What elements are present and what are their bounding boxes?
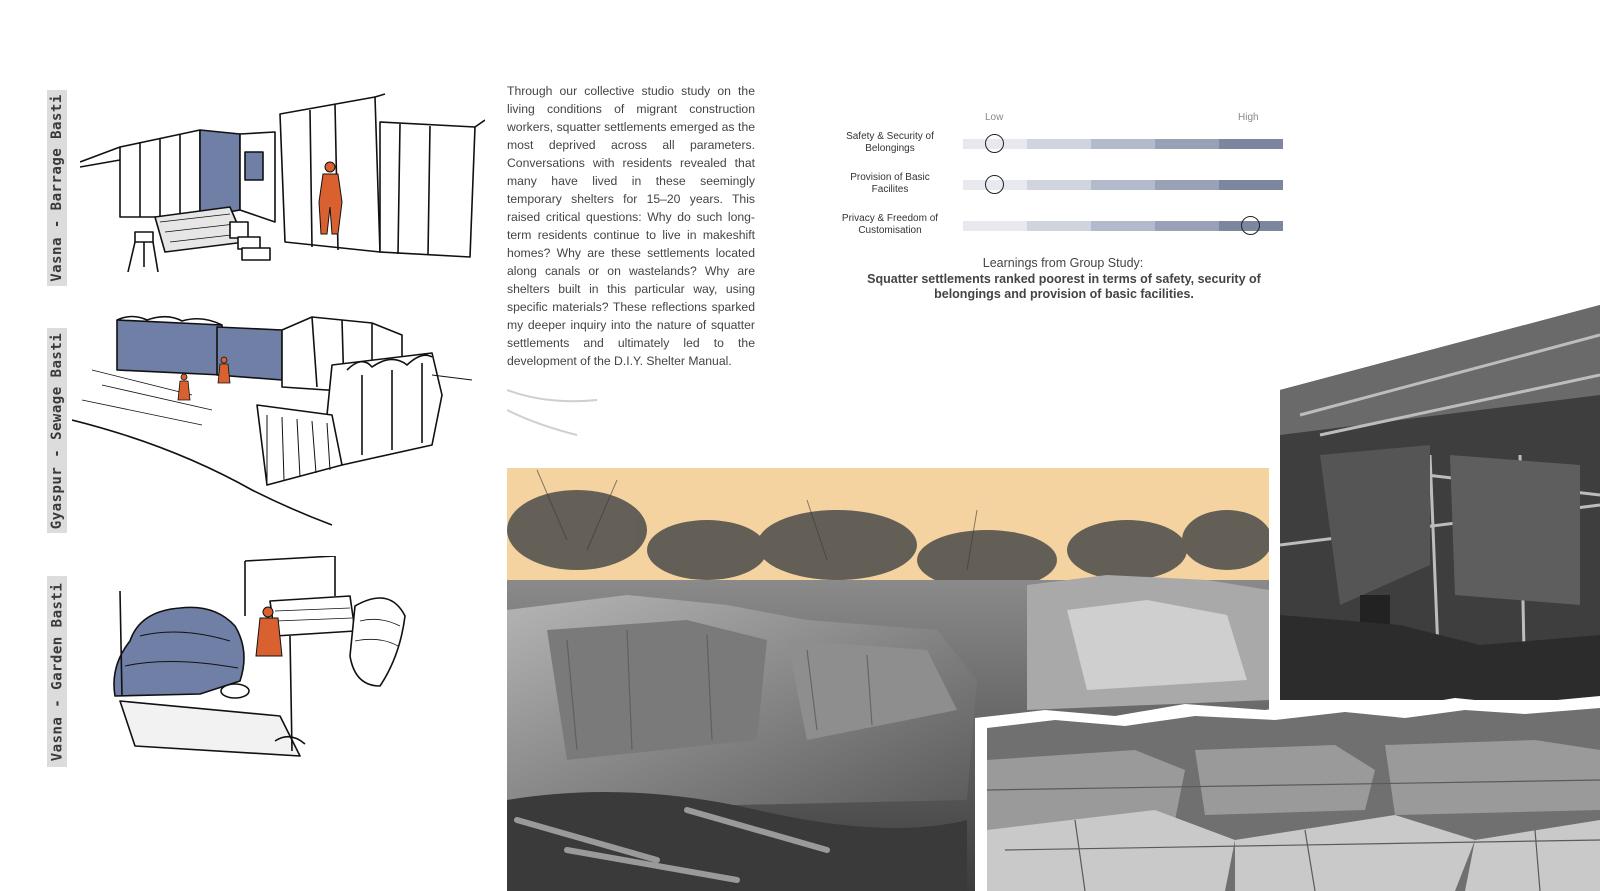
learnings-title: Learnings from Group Study: xyxy=(982,256,1144,270)
rating-marker-privacy xyxy=(1241,216,1260,235)
rating-label-privacy: Privacy & Freedom of Customisation xyxy=(841,213,939,236)
rating-marker-facilities xyxy=(985,175,1004,194)
settlement-rooftops-photo xyxy=(975,690,1600,891)
scale-high-label: High xyxy=(1238,112,1259,123)
rating-row-safety xyxy=(836,131,1286,161)
scale-low-label: Low xyxy=(985,112,1004,123)
rating-bar-privacy xyxy=(963,221,1283,231)
sketch-garden-basti xyxy=(100,556,420,791)
site-label-barrage: Vasna - Barrage Basti xyxy=(47,90,67,286)
learnings-body: Squatter settlements ranked poorest in terms of safety, security of belongings and provision of basic facilities. xyxy=(867,272,1261,301)
rating-bar-facilities xyxy=(963,180,1283,190)
sketch-barrage-basti xyxy=(80,92,485,287)
rating-marker-safety xyxy=(985,134,1004,153)
rating-row-facilities xyxy=(836,172,1286,202)
rating-bar-safety xyxy=(963,139,1283,149)
shelter-interior-photo xyxy=(1280,305,1600,700)
rating-row-privacy xyxy=(836,213,1286,243)
site-label-sewage: Gyaspur - Sewage Basti xyxy=(47,328,67,533)
sketch-sewage-basti xyxy=(72,315,487,540)
intro-paragraph: Through our collective studio study on the living conditions of migrant construction workers, squatter settlements emerged as the most deprived across all parameters. Conversations with residents revealed that many have lived in these seemingly temporary shelters for 15–20 years. This raised critical questions: Why do such long-term residents continue to live in makeshift homes? Why are these settlements located along canals or on wastelands? Why are shelters built in this particular way, using specific materials? These reflections sparked my deeper inquiry into the nature of squatter settlements and ultimately led to the development of the D.I.Y. Shelter Manual. xyxy=(507,84,755,368)
rating-label-safety: Safety & Security of Belongings xyxy=(846,131,934,154)
rating-label-facilities: Provision of Basic Facilites xyxy=(850,172,930,195)
site-label-garden: Vasna - Garden Basti xyxy=(47,576,67,767)
